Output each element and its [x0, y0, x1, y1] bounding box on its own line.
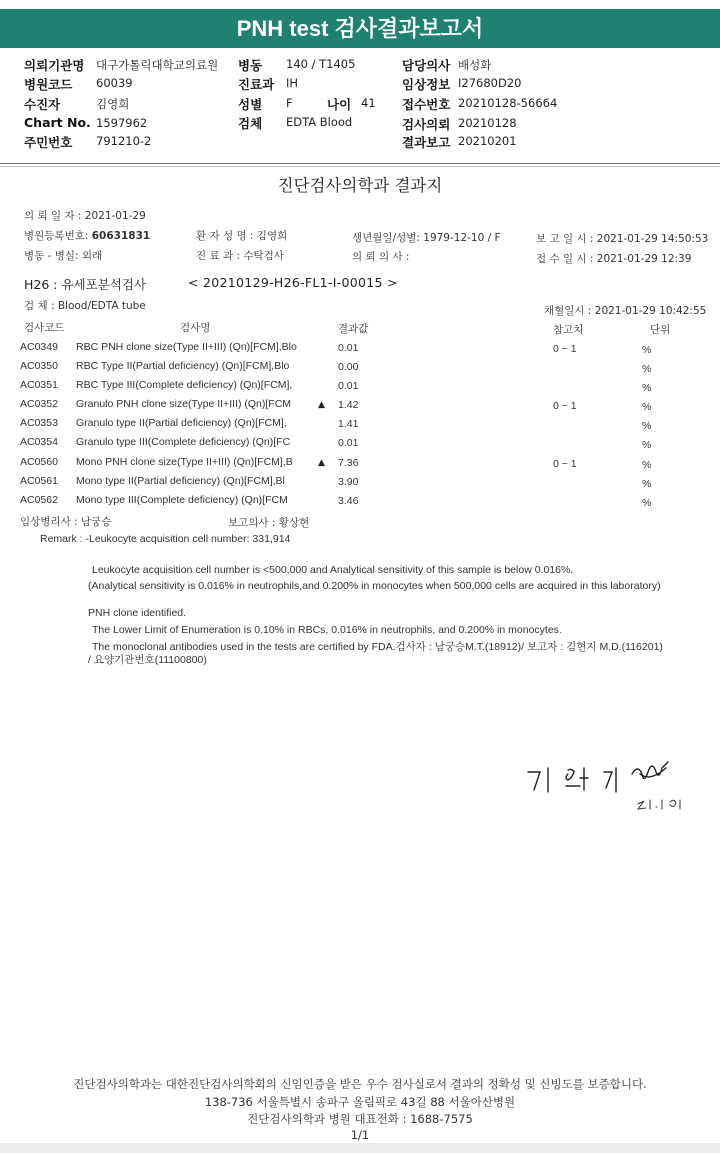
row-unit: % — [642, 401, 652, 413]
value-chart-no: 1597962 — [96, 116, 148, 130]
row-code: AC0353 — [20, 417, 58, 429]
row-unit: % — [642, 478, 652, 490]
clinical-pathologist: 임상병리사 : 남궁승 — [20, 516, 112, 528]
row-code: AC0562 — [20, 494, 58, 506]
row-name: RBC Type II(Partial deficiency) (Qn)[FCM],Blo — [76, 360, 290, 372]
referring-doctor: 의 뢰 의 사 : — [352, 251, 410, 263]
value-result-report: 20210201 — [458, 134, 517, 148]
value-age: 41 — [361, 96, 376, 110]
col-header-unit: 단위 — [650, 324, 671, 336]
row-unit: % — [642, 439, 652, 451]
note-line: (Analytical sensitivity is 0.016% in neutrophils,and 0.200% in monocytes when 500,000 cells are acquired in this laboratory) — [88, 580, 661, 592]
patient-name: 환 자 성 명 : 김영희 — [196, 230, 288, 242]
value-sex: F — [286, 96, 293, 110]
specimen-barcode: < 20210129-H26-FL1-I-00015 > — [188, 275, 398, 290]
row-unit: % — [642, 363, 652, 375]
row-code: AC0350 — [20, 360, 58, 372]
label-test-request: 검사의뢰 — [402, 117, 451, 132]
value-receipt-no: 20210128-56664 — [458, 96, 558, 110]
specimen-type: 검 체 : Blood/EDTA tube — [24, 300, 146, 312]
note-line: Leukocyte acquisition cell number is <500,000 and Analytical sensitivity of this sample is below 0.016%. — [92, 564, 574, 576]
footer-contact: 진단검사의학과 병원 대표전화 : 1688-7575 — [247, 1112, 473, 1126]
value-clinical-info: I27680D20 — [458, 76, 522, 90]
col-header-code: 검사코드 — [24, 322, 65, 334]
row-name: Granulo type II(Partial deficiency) (Qn)[FCM], — [76, 417, 287, 429]
label-resident-no: 주민번호 — [24, 135, 73, 150]
label-specimen: 검체 — [238, 116, 263, 131]
report-title-banner: PNH test 검사결과보고서 — [0, 9, 720, 48]
value-institution: 대구가톨릭대학교의료원 — [96, 58, 219, 72]
divider — [0, 166, 720, 167]
row-unit: % — [642, 344, 652, 356]
label-recipient: 수진자 — [24, 97, 61, 112]
row-unit: % — [642, 497, 652, 509]
label-age: 나이 — [327, 97, 352, 112]
divider — [0, 163, 720, 164]
row-result: 3.46 — [338, 495, 359, 507]
label-receipt-no: 접수번호 — [402, 97, 451, 112]
row-unit: % — [642, 382, 652, 394]
row-result: 7.36 — [338, 457, 359, 469]
row-result: 0.01 — [338, 437, 359, 449]
registration-value: 60631831 — [91, 230, 151, 242]
row-result: 0.01 — [338, 342, 359, 354]
value-doctor: 배성화 — [458, 58, 492, 72]
row-code: AC0351 — [20, 379, 58, 391]
row-code: AC0561 — [20, 475, 58, 487]
ward-room: 병동 - 병실: 외래 — [24, 250, 103, 262]
row-reference: 0 ~ 1 — [553, 343, 577, 355]
row-name: Mono type II(Partial deficiency) (Qn)[FCM],Bl — [76, 475, 285, 487]
value-test-request: 20210128 — [458, 116, 517, 130]
value-department: IH — [286, 76, 299, 90]
row-name: Granulo type III(Complete deficiency) (Qn)[FC — [76, 436, 291, 448]
row-code: AC0560 — [20, 456, 58, 468]
high-flag-icon: ▲ — [318, 458, 325, 468]
row-reference: 0 ~ 1 — [553, 400, 577, 412]
footer-address: 138-736 서울특별시 송파구 올림픽로 43길 88 서울아산병원 — [204, 1095, 516, 1109]
footer-certification: 진단검사의학과는 대한진단검사의학회의 신임인증을 받은 우수 검사실로서 결과의 정확성 및 신빙도를 보증합니다. — [73, 1077, 647, 1091]
value-recipient: 김영희 — [96, 97, 130, 111]
label-hospital-code: 병원코드 — [24, 77, 73, 92]
row-code: AC0352 — [20, 398, 58, 410]
value-resident-no: 791210-2 — [96, 134, 152, 148]
registration-label: 병원등록번호: — [24, 230, 89, 242]
remark: Remark : -Leukocyte acquisition cell number: 331,914 — [40, 533, 291, 545]
label-sex: 성별 — [238, 97, 263, 112]
row-name: Mono type III(Complete deficiency) (Qn)[FCM — [76, 494, 288, 506]
label-institution: 의뢰기관명 — [24, 58, 85, 73]
row-unit: % — [642, 420, 652, 432]
row-name: Mono PNH clone size(Type II+III) (Qn)[FCM],B — [76, 456, 293, 468]
row-result: 0.01 — [338, 380, 359, 392]
label-clinical-info: 임상정보 — [402, 77, 451, 92]
page-number: 1/1 — [350, 1128, 370, 1142]
birth-sex: 생년월일/성별: 1979-12-10 / F — [352, 232, 501, 244]
high-flag-icon: ▲ — [318, 400, 325, 410]
request-date: 의 뢰 일 자 : 2021-01-29 — [24, 210, 146, 222]
row-result: 3.90 — [338, 476, 359, 488]
row-result: 1.41 — [338, 418, 359, 430]
row-reference: 0 ~ 1 — [553, 458, 577, 470]
row-code: AC0354 — [20, 436, 58, 448]
row-unit: % — [642, 459, 652, 471]
label-doctor: 담당의사 — [402, 58, 451, 73]
label-chart-no: Chart No. — [24, 115, 91, 130]
value-hospital-code: 60039 — [96, 76, 133, 90]
note-line: The monoclonal antibodies used in the tests are certified by FDA.검사자 : 남궁승M.T.(18912)/ 보고자 : 김현지 M.D.(116201) — [92, 641, 663, 653]
reporting-doctor: 보고의사 : 황상현 — [228, 517, 310, 529]
department: 진 료 과 : 수탁검사 — [196, 250, 284, 262]
col-header-reference: 참고치 — [553, 324, 584, 336]
row-code: AC0349 — [20, 341, 58, 353]
row-name: RBC Type III(Complete deficiency) (Qn)[FCM], — [76, 379, 293, 391]
value-ward: 140 / T1405 — [286, 57, 356, 71]
note-line: / 요양기관번호(11100800) — [88, 654, 207, 666]
row-name: RBC PNH clone size(Type II+III) (Qn)[FCM],Blo — [76, 341, 297, 353]
collection-datetime: 채혈일시 : 2021-01-29 10:42:55 — [544, 305, 707, 317]
label-result-report: 결과보고 — [402, 135, 451, 150]
note-line: PNH clone identified. — [88, 607, 187, 619]
label-department: 진료과 — [238, 77, 275, 92]
value-specimen: EDTA Blood — [286, 115, 353, 129]
lab-report-title: 진단검사의학과 결과지 — [277, 176, 443, 195]
row-result: 1.42 — [338, 399, 359, 411]
label-ward: 병동 — [238, 58, 263, 73]
test-section: H26 : 유세포분석검사 — [24, 277, 146, 292]
registration-no — [24, 228, 150, 243]
row-result: 0.00 — [338, 361, 359, 373]
receipt-datetime: 접 수 일 시 : 2021-01-29 12:39 — [536, 253, 692, 265]
handwritten-signature — [520, 760, 700, 820]
col-header-name: 검사명 — [180, 322, 211, 334]
col-header-result: 결과값 — [338, 323, 369, 335]
note-line: The Lower Limit of Enumeration is 0.10% in RBCs, 0.016% in neutrophils, and 0.200% in monocytes. — [92, 624, 562, 636]
report-datetime: 보 고 일 시 : 2021-01-29 14:50:53 — [536, 233, 709, 245]
row-name: Granulo PNH clone size(Type II+III) (Qn)[FCM — [76, 398, 292, 410]
